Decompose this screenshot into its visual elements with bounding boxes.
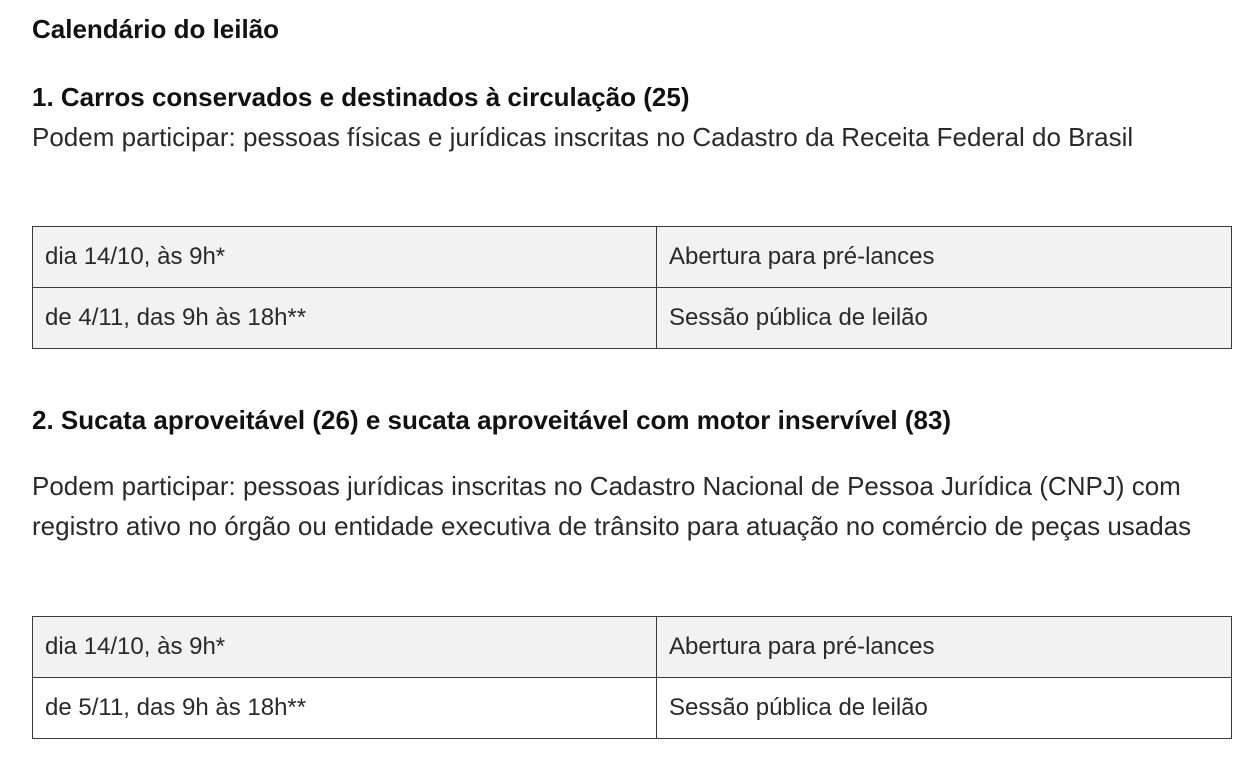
table-row [33, 678, 1232, 739]
section-1-title: 1. Carros conservados e destinados à circulação (25) [32, 82, 690, 112]
schedule-event-cell: Sessão pública de leilão [657, 288, 1232, 349]
table-row [33, 227, 1232, 288]
schedule-date-cell: dia 14/10, às 9h* [33, 617, 657, 678]
section-2-description: Podem participar: pessoas jurídicas inscritas no Cadastro Nacional de Pessoa Jurídica (CNPJ) com registro ativo no órgão ou entidade executiva de trânsito para atuação no comércio de peças usadas [32, 471, 1192, 541]
section-2-schedule-table [32, 616, 1232, 739]
schedule-event-cell: Sessão pública de leilão [657, 678, 1232, 739]
schedule-date-cell: dia 14/10, às 9h* [33, 227, 657, 288]
section-1-schedule-table [32, 226, 1232, 349]
schedule-date-cell: de 5/11, das 9h às 18h** [33, 678, 657, 739]
section-2-title: 2. Sucata aproveitável (26) e sucata aproveitável com motor inservível (83) [32, 405, 952, 435]
schedule-event-cell: Abertura para pré-lances [657, 227, 1232, 288]
table-row [33, 617, 1232, 678]
page-title: Calendário do leilão [32, 14, 280, 44]
table-row [33, 288, 1232, 349]
section-1-description: Podem participar: pessoas físicas e jurídicas inscritas no Cadastro da Receita Federal do Brasil [32, 122, 1134, 152]
schedule-event-cell: Abertura para pré-lances [657, 617, 1232, 678]
schedule-date-cell: de 4/11, das 9h às 18h** [33, 288, 657, 349]
